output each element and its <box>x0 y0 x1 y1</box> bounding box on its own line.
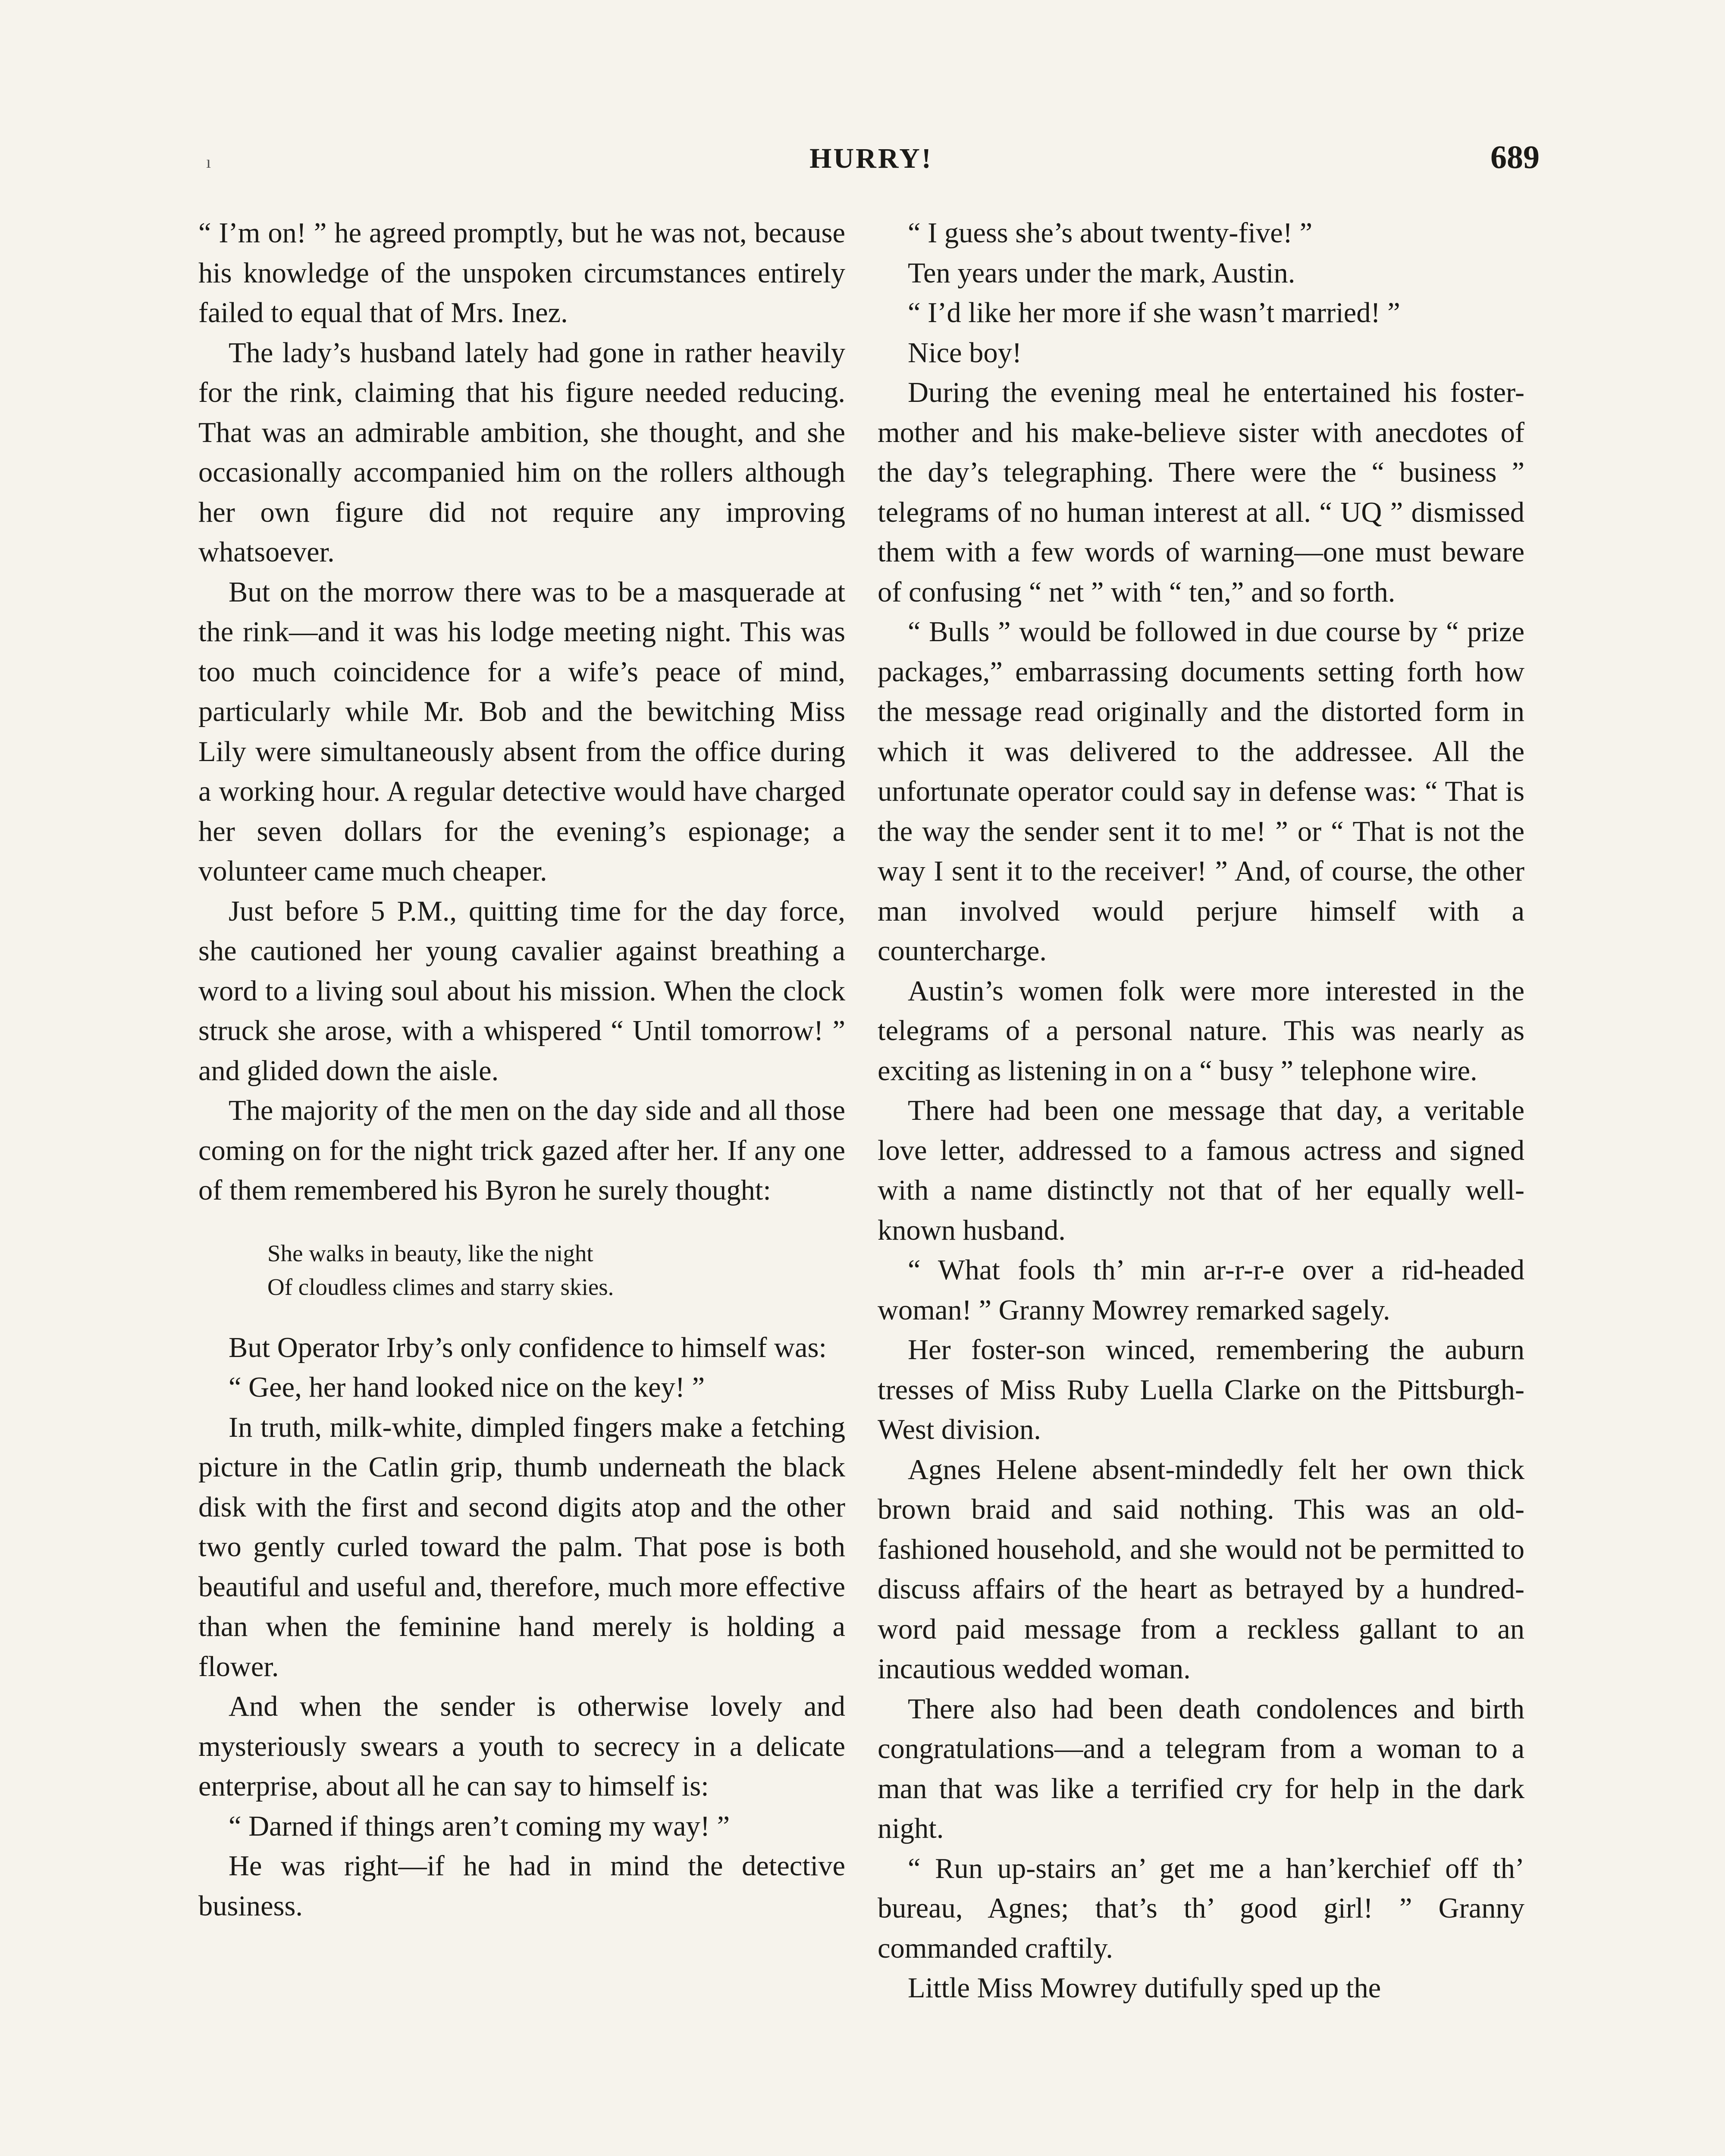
paragraph: “ Gee, her hand looked nice on the key! ” <box>229 1372 705 1403</box>
left-column <box>198 213 845 1926</box>
paragraph: And when the sender is otherwise lovely and mysteriously swears a youth to secrecy in a delicate enterprise, about all he can say to himself is: <box>198 1691 845 1802</box>
running-head <box>203 137 1540 185</box>
paragraph: Nice boy! <box>908 337 1022 369</box>
paragraph: The lady’s husband lately had gone in rather heavily for the rink, claiming that his figure needed reducing. That was an admirable ambition, she thought, and she occasionally accompanied him on the rollers although her own figure did not require any improving whatsoever. <box>198 337 845 568</box>
page-number: 689 <box>1490 139 1540 175</box>
paragraph: He was right—if he had in mind the detective business. <box>198 1850 845 1922</box>
paragraph: “ Run up-stairs an’ get me a han’kerchief off th’ bureau, Agnes; that’s th’ good girl! ” Granny commanded craftily. <box>878 1852 1524 1964</box>
paragraph: “ I guess she’s about twenty-five! ” <box>908 217 1313 249</box>
right-column <box>878 213 1524 2009</box>
verse-line: Of cloudless climes and starry skies. <box>267 1273 614 1300</box>
paragraph: Little Miss Mowrey dutifully sped up the <box>908 1972 1381 2004</box>
paragraph: “ Bulls ” would be followed in due course by “ prize packages,” embarrassing documents setting forth how the message read originally and the distorted form in which it was delivered to the addressee. All the unfortunate operator could say in defense was: “ That is the way the sender sent it to me! ” or “ That is not the way I sent it to the receiver! ” And, of course, the other man involved would perjure himself with a countercharge. <box>878 616 1524 967</box>
verse-quote <box>198 1237 845 1304</box>
paragraph: During the evening meal he entertained his foster-mother and his make-believe sister with anecdotes of the day’s telegraphing. There were the “ business ” telegrams of no human interest at all. “ UQ ” dismissed them with a few words of warning—one must beware of confusing “ net ” with “ ten,” and so forth. <box>878 377 1524 608</box>
paragraph: Ten years under the mark, Austin. <box>908 257 1295 289</box>
paragraph: Agnes Helene absent-mindedly felt her own thick brown braid and said nothing. This was an old-fashioned household, and she would not be permitted to discuss affairs of the heart as betrayed by a hundred-word paid message from a reckless gallant to an incautious wedded woman. <box>878 1454 1524 1685</box>
paragraph: There also had been death condolences and birth congratulations—and a telegram from a woman to a man that was like a terrified cry for help in the dark night. <box>878 1693 1524 1844</box>
paragraph: The majority of the men on the day side and all those coming on for the night trick gazed after her. If any one of them remembered his Byron he surely thought: <box>198 1095 845 1206</box>
paragraph: But on the morrow there was to be a masquerade at the rink—and it was his lodge meeting night. This was too much coincidence for a wife’s peace of mind, particularly while Mr. Bob and the bewitching Miss Lily were simultaneously absent from the office during a working hour. A regular detective would have charged her seven dollars for the evening’s espionage; a volunteer came much cheaper. <box>198 576 845 887</box>
running-title: HURRY! <box>809 143 933 174</box>
margin-mark: ı <box>206 152 211 172</box>
verse-line: She walks in beauty, like the night <box>267 1240 593 1266</box>
paragraph: Just before 5 P.M., quitting time for the day force, she cautioned her young cavalier against breathing a word to a living soul about his mission. When the clock struck she arose, with a whispered “ Until tomorrow! ” and glided down the aisle. <box>198 895 845 1087</box>
paragraph: But Operator Irby’s only confidence to himself was: <box>229 1332 827 1363</box>
paragraph: “ I’d like her more if she wasn’t married! ” <box>908 297 1400 329</box>
paragraph: Austin’s women folk were more interested in the telegrams of a personal nature. This was nearly as exciting as listening in on a “ busy ” telephone wire. <box>878 975 1524 1087</box>
paragraph: “ Darned if things aren’t coming my way! ” <box>229 1810 730 1842</box>
paragraph: Her foster-son winced, remembering the auburn tresses of Miss Ruby Luella Clarke on the Pittsburgh-West division. <box>878 1334 1524 1445</box>
paragraph: “ I’m on! ” he agreed promptly, but he was not, because his knowledge of the unspoken circumstances entirely failed to equal that of Mrs. Inez. <box>198 217 845 329</box>
paragraph: “ What fools th’ min ar-r-r-e over a rid-headed woman! ” Granny Mowrey remarked sagely. <box>878 1254 1524 1326</box>
paragraph: There had been one message that day, a veritable love letter, addressed to a famous actress and signed with a name distinctly not that of her equally well-known husband. <box>878 1095 1524 1246</box>
paragraph: In truth, milk-white, dimpled fingers make a fetching picture in the Catlin grip, thumb underneath the black disk with the first and second digits atop and the other two gently curled toward the palm. That pose is both beautiful and useful and, therefore, much more effective than when the feminine hand merely is holding a flower. <box>198 1411 845 1683</box>
